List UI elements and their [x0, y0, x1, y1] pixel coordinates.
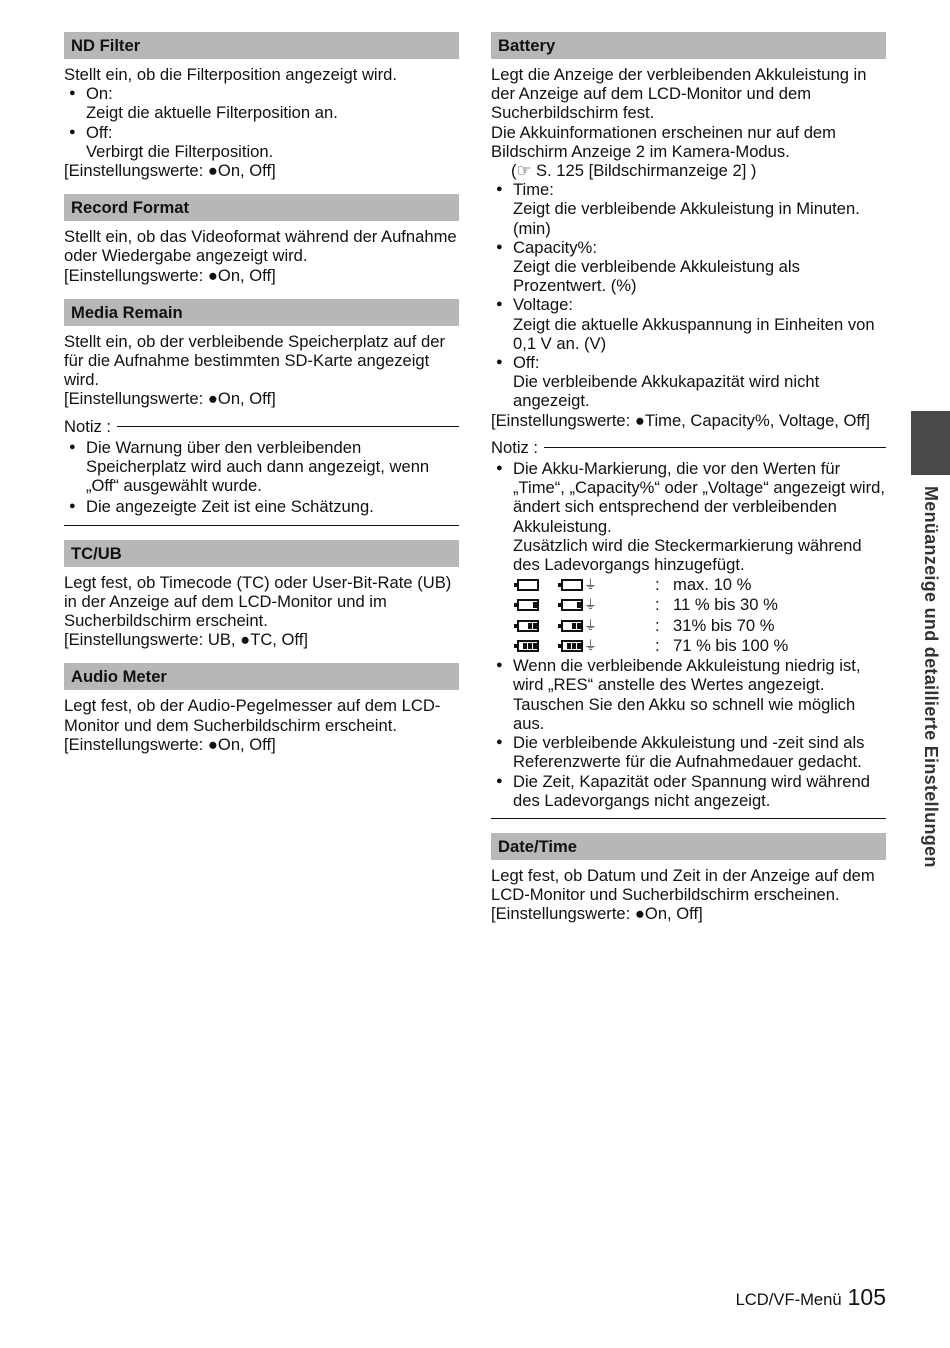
- battery-level-label: 71 % bis 100 %: [673, 636, 789, 656]
- section-title: ND Filter: [64, 32, 459, 59]
- battery-charging-icon: [561, 599, 583, 611]
- option-label: ● Time:: [491, 180, 886, 199]
- page-number: 105: [847, 1284, 886, 1310]
- battery-level-row: ⏚ : 71 % bis 100 %: [491, 636, 886, 657]
- divider: [544, 447, 886, 448]
- right-column: [491, 32, 886, 924]
- battery-charging-icon: [561, 579, 583, 591]
- chapter-tab-marker: [911, 411, 950, 475]
- section-title: Audio Meter: [64, 663, 459, 690]
- page-footer: [735, 1284, 886, 1310]
- option-description: Zeigt die verbleibende Akkuleistung in Minuten. (min): [513, 199, 860, 238]
- section-title: TC/UB: [64, 540, 459, 567]
- section-media-remain: [64, 299, 459, 526]
- battery-level-row: ⏚ : 11 % bis 30 %: [491, 595, 886, 616]
- battery-charging-icon: [561, 620, 583, 632]
- setting-values: [Einstellungswerte: ●On, Off]: [491, 904, 703, 924]
- plug-icon: ⏚: [584, 576, 598, 592]
- note-item: ● Die Akku-Markierung, die vor den Werten für „Time“, „Capacity%“ oder „Voltage“ angezeigt wird, ändert sich entsprechend der verbleibenden Akkuleistung.: [491, 459, 886, 536]
- section-tc-ub: [64, 540, 459, 650]
- option-label: ● Voltage:: [491, 295, 886, 314]
- section-title: Date/Time: [491, 833, 886, 860]
- note-item: ● Die verbleibende Akkuleistung und -zeit sind als Referenzwerte für die Aufnahmedauer gedacht.: [491, 733, 886, 771]
- note-item-continued: Tauschen Sie den Akku so schnell wie möglich aus.: [513, 694, 856, 733]
- option-label: ● Off:: [64, 123, 459, 142]
- section-record-format: [64, 194, 459, 285]
- note-header: Notiz :: [64, 417, 459, 436]
- section-description: Legt fest, ob Datum und Zeit in der Anzeige auf dem LCD-Monitor und Sucherbildschirm erscheinen.: [491, 865, 875, 905]
- option-description: Die verbleibende Akkukapazität wird nicht angezeigt.: [513, 372, 820, 411]
- section-description: Die Akkuinformationen erscheinen nur auf dem Bildschirm Anzeige 2 im Kamera-Modus.: [491, 122, 836, 161]
- section-description: Stellt ein, ob der verbleibende Speicherplatz auf der für die Aufnahme bestimmten SD-Karte angezeigt wird.: [64, 331, 445, 390]
- default-bullet: ●: [207, 389, 218, 409]
- page-reference: (☞ S. 125 [Bildschirmanzeige 2] ): [511, 161, 757, 181]
- default-bullet: ●: [634, 904, 645, 924]
- section-nd-filter: [64, 32, 459, 180]
- section-title: Battery: [491, 32, 886, 59]
- section-date-time: [491, 833, 886, 924]
- battery-charging-icon: [561, 640, 583, 652]
- option-label: ● On:: [64, 84, 459, 103]
- battery-level-row: ⏚ : 31% bis 70 %: [491, 615, 886, 636]
- section-description: Stellt ein, ob das Videoformat während der Aufnahme oder Wiedergabe angezeigt wird.: [64, 227, 457, 266]
- battery-level-table: [491, 574, 886, 656]
- note-item: ● Die Warnung über den verbleibenden Speicherplatz wird auch dann angezeigt, wenn „Off“ ausgewählt wurde.: [64, 438, 459, 496]
- default-bullet: ●: [634, 410, 645, 430]
- plug-icon: ⏚: [584, 638, 598, 654]
- left-column: [64, 32, 459, 754]
- default-bullet: ●: [207, 265, 218, 285]
- option-description: Verbirgt die Filterposition.: [86, 141, 274, 161]
- option-description: Zeigt die aktuelle Akkuspannung in Einheiten von 0,1 V an. (V): [513, 314, 875, 353]
- section-description: Legt fest, ob Timecode (TC) oder User-Bit-Rate (UB) in der Anzeige auf dem LCD-Monitor und im Sucherbildschirm erscheint.: [64, 572, 452, 631]
- battery-level-label: 11 % bis 30 %: [673, 595, 778, 615]
- battery-level-label: 31% bis 70 %: [673, 615, 775, 635]
- section-description: Legt die Anzeige der verbleibenden Akkuleistung in der Anzeige auf dem LCD-Monitor und dem Sucherbildschirm fest.: [491, 65, 867, 123]
- default-bullet: ●: [240, 630, 251, 650]
- section-title: Record Format: [64, 194, 459, 221]
- battery-level-label: max. 10 %: [673, 574, 752, 594]
- option-description: Zeigt die verbleibende Akkuleistung als Prozentwert. (%): [513, 257, 800, 296]
- default-bullet: ●: [207, 734, 218, 754]
- battery-level-row: ⏚ : max. 10 %: [491, 574, 886, 595]
- plug-icon: ⏚: [584, 617, 598, 633]
- note-item-continued: Zusätzlich wird die Steckermarkierung während des Ladevorgangs hinzugefügt.: [513, 535, 862, 575]
- option-description: Zeigt die aktuelle Filterposition an.: [86, 103, 338, 123]
- setting-values: [Einstellungswerte: ●Time, Capacity%, Voltage, Off]: [491, 410, 870, 430]
- setting-values: [Einstellungswerte: UB, ●TC, Off]: [64, 630, 308, 650]
- section-description: Stellt ein, ob die Filterposition angezeigt wird.: [64, 65, 397, 84]
- battery-icon: [517, 620, 539, 632]
- battery-icon: [517, 579, 539, 591]
- setting-values: [Einstellungswerte: ●On, Off]: [64, 389, 276, 409]
- divider: [117, 426, 459, 427]
- option-label: ● Off:: [491, 353, 886, 372]
- note-item: ● Die Zeit, Kapazität oder Spannung wird während des Ladevorgangs nicht angezeigt.: [491, 772, 886, 810]
- battery-icon: [517, 599, 539, 611]
- battery-icon: [517, 640, 539, 652]
- default-bullet: ●: [207, 161, 218, 181]
- plug-icon: ⏚: [584, 597, 598, 613]
- section-audio-meter: [64, 663, 459, 754]
- section-title: Media Remain: [64, 299, 459, 326]
- setting-values: [Einstellungswerte: ●On, Off]: [64, 265, 276, 285]
- footer-label: LCD/VF-Menü: [735, 1290, 842, 1309]
- note-item: ● Wenn die verbleibende Akkuleistung niedrig ist, wird „RES“ anstelle des Wertes angezeigt.: [491, 656, 886, 694]
- option-label: ● Capacity%:: [491, 238, 886, 257]
- note-header: Notiz :: [491, 438, 886, 457]
- setting-values: [Einstellungswerte: ●On, Off]: [64, 161, 276, 181]
- setting-values: [Einstellungswerte: ●On, Off]: [64, 734, 276, 754]
- chapter-tab-label: Menüanzeige und detaillierte Einstellungen: [921, 486, 941, 868]
- section-battery: [491, 32, 886, 819]
- note-item: ● Die angezeigte Zeit ist eine Schätzung.: [64, 497, 459, 516]
- section-description: Legt fest, ob der Audio-Pegelmesser auf dem LCD-Monitor und dem Sucherbildschirm erscheint.: [64, 696, 441, 735]
